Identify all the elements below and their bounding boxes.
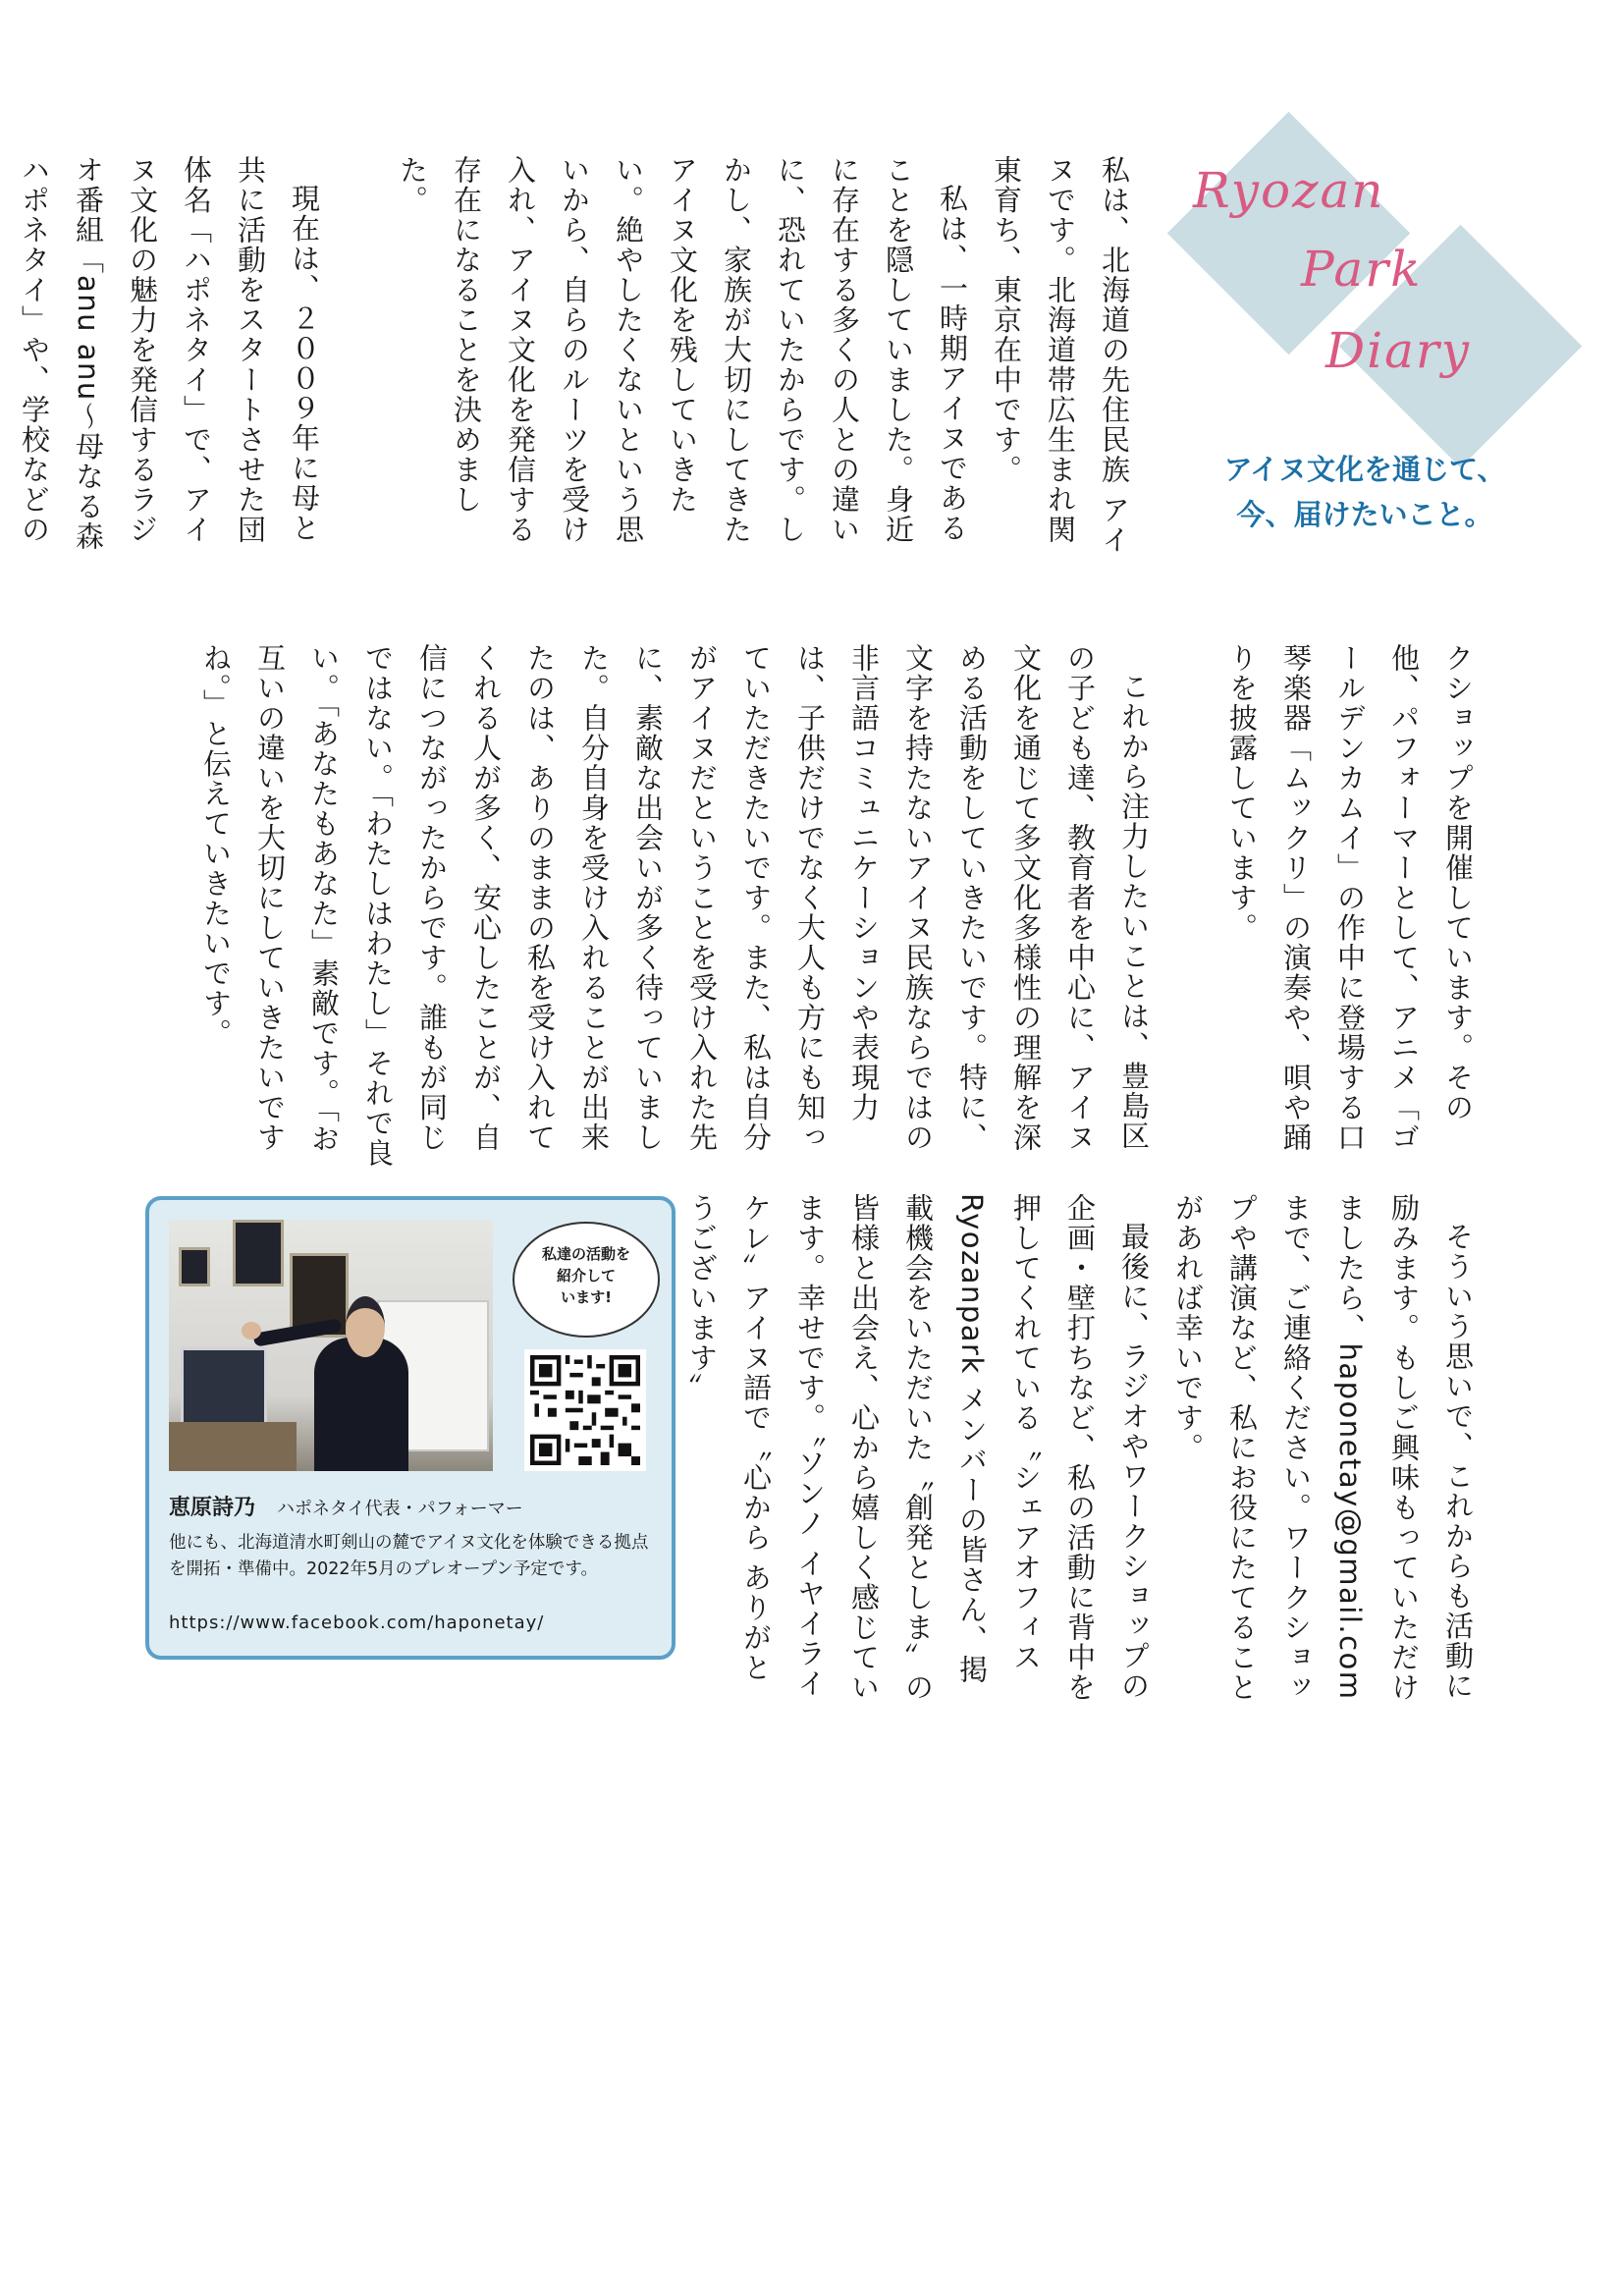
title-word: Diary <box>1325 322 1472 379</box>
qr-code-icon[interactable] <box>524 1349 646 1471</box>
profile-role: ハポネタイ代表・パフォーマー <box>277 1499 523 1519</box>
subtitle <box>1173 447 1556 537</box>
bubble-line: います! <box>561 1288 612 1306</box>
performer-photo <box>169 1220 493 1471</box>
paragraph: これから注力したいことは、豊島区の子ども達、教育者を中心に、アイヌ文化を通じて多文化多様性の理解を深める活動をしていきたいです。特に、文字を持たないアイヌ民族ならではの非言語コミュニケーションや表現力は、子供だけでなく大人も方にも知っていただきたいです。また、私は自分がアイヌだということを受け入れた先に、素敵な出会いが多く待っていました。自分自身を受け入れることが出来たのは、ありのままの私を受け入れてくれる人が多く、安心したことが、自信につながったからです。誰もが同じではない。「わたしはわたし」それで良い。「あなたもあなた」素敵です。「お互いの違いを大切にしていきたいですね。」と伝えていきたいです。 <box>199 643 1151 1169</box>
table <box>169 1422 297 1471</box>
profile-box <box>145 1196 676 1660</box>
wall-art <box>233 1220 284 1286</box>
wall-art <box>179 1247 210 1286</box>
profile-description: 他にも、北海道清水町剣山の麓でアイヌ文化を体験できる拠点を開拓・準備中。2022年5月のプレオープン予定です。 <box>169 1533 649 1579</box>
paragraph: 私は、一時期アイヌであることを隠していました。身近に存在する多くの人との違いに、恐れていたからです。しかし、家族が大切にしてきたアイヌ文化を残していきたい。絶やしたくないという思いから、自らのルーツを受け入れ、アイヌ文化を発信する存在になることを決めました。 <box>396 155 969 545</box>
qr-code-graphic <box>530 1355 640 1465</box>
header-logo <box>1159 108 1571 403</box>
performer-hand <box>242 1322 261 1339</box>
facebook-link[interactable]: https://www.facebook.com/haponetay/ <box>169 1613 545 1633</box>
paragraph: 現在は、２００９年に母と共に活動をスタートさせた団体名「ハポネタイ」で、アイヌ文化の魅力を発信するラジオ番組「anu anu～母なる森 ハポネタイ」や、学校などの <box>18 155 321 552</box>
title-word: Ryozan <box>1193 162 1385 219</box>
bubble-line: 私達の活動を <box>541 1245 630 1263</box>
profile-name: 恵原詩乃 <box>169 1496 256 1520</box>
speech-bubble <box>513 1222 660 1338</box>
article-middle <box>130 643 1485 1169</box>
article-upper <box>18 155 1141 568</box>
article-lower <box>685 1193 1485 1704</box>
display-board <box>181 1347 267 1428</box>
subtitle-line: アイヌ文化を通じて、 <box>1223 453 1506 486</box>
performer-head <box>346 1296 385 1357</box>
paragraph: クショップを開催しています。その他、パフォーマーとして、アニメ「ゴールデンカムイ」の作中に登場する口琴楽器「ムックリ」の演奏や、唄や踊りを披露しています。 <box>1225 643 1475 1153</box>
paragraph: 最後に、ラジオやワークショップの企画・壁打ちなど、私の活動に背中を押してくれている〝シェアオフィスRyozanpark メンバーの皆さん、掲載機会をいただいた〝創発としま〟の皆様と出会え、心から嬉しく感じています。幸せです。〝ソンノ イヤイライケレ〟アイヌ語で〝心から ありがとうございます〟 <box>685 1193 1151 1703</box>
profile-name-line <box>169 1491 523 1521</box>
bubble-line: 紹介して <box>556 1267 616 1285</box>
subtitle-line: 今、届けたいこと。 <box>1236 498 1493 531</box>
paragraph: 私は、北海道の先住民族 アイヌです。北海道帯広生まれ関東育ち、東京在中です。 <box>990 155 1131 556</box>
paragraph: そういう思いで、これからも活動に励みます。もしご興味もっていただけましたら、haponetay@gmail.comまで、ご連絡ください。ワークショップや講演など、私にお役にたてることがあれば幸いです。 <box>1171 1193 1475 1703</box>
performer-figure <box>314 1338 408 1471</box>
title-word: Park <box>1301 241 1423 298</box>
